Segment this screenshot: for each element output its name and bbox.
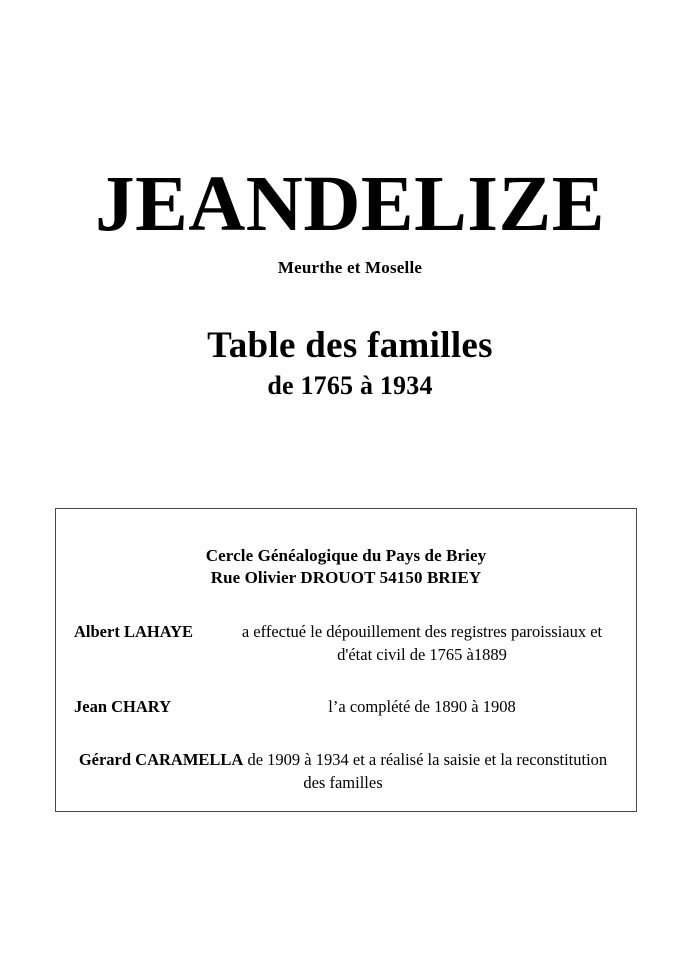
contributor-description: l’a complété de 1890 à 1908 bbox=[328, 696, 516, 716]
contributor-name: Jean CHARY bbox=[74, 696, 172, 716]
section-heading-block bbox=[0, 326, 700, 399]
contributor-name: Gérard CARAMELLA bbox=[78, 750, 244, 770]
masthead bbox=[0, 161, 700, 278]
contributor-row bbox=[56, 621, 636, 667]
contributor-name: Albert LAHAYE bbox=[74, 622, 194, 641]
section-title: Table des familles bbox=[207, 325, 493, 366]
contributors-list bbox=[56, 621, 636, 795]
organization-name: Cercle Généalogique du Pays de Briey bbox=[205, 546, 487, 565]
page-subtitle-region: Meurthe et Moselle bbox=[277, 258, 423, 278]
section-date-range: de 1765 à 1934 bbox=[267, 371, 433, 401]
page-title: JEANDELIZE bbox=[95, 161, 605, 248]
contributor-row bbox=[56, 696, 636, 719]
credits-box bbox=[55, 508, 637, 812]
contributor-row bbox=[56, 749, 636, 795]
contributor-description: de 1909 à 1934 et a réalisé la saisie et la reconstitution des familles bbox=[243, 750, 608, 793]
organization-address: Rue Olivier DROUOT 54150 BRIEY bbox=[210, 567, 482, 587]
organization-block bbox=[56, 545, 636, 589]
contributor-description: a effectué le dépouillement des registres paroissiaux et d'état civil de 1765 à1889 bbox=[241, 622, 603, 664]
